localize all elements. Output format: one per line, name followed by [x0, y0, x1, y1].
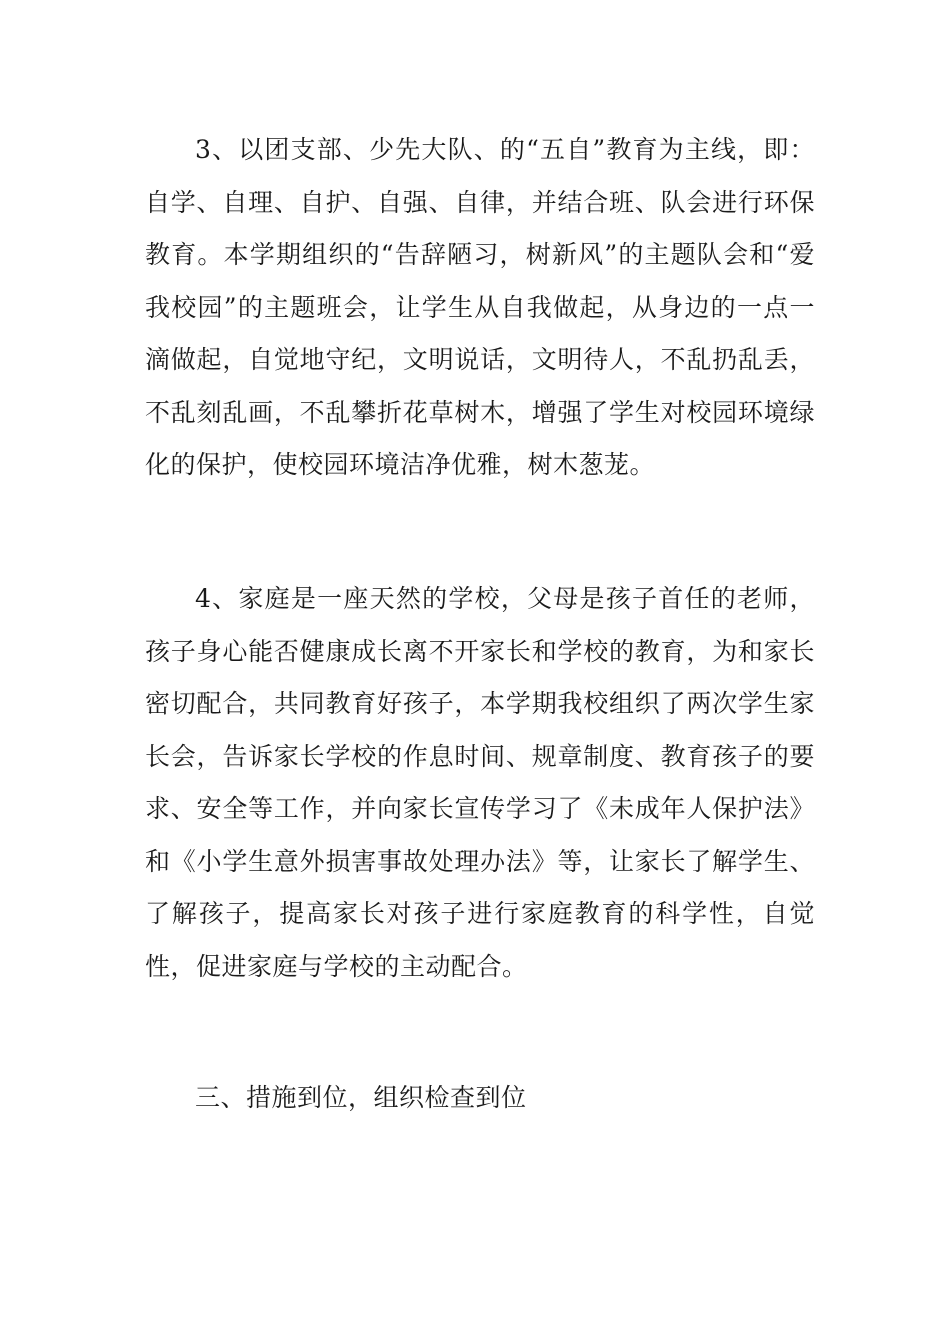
section-heading: 三、措施到位，组织检查到位: [195, 1083, 527, 1112]
paragraph-item-4: 4、家庭是一座天然的学校，父母是孩子首任的老师，孩子身心能否健康成长离不开家长和学校的教育，为和家长密切配合，共同教育好孩子，本学期我校组织了两次学生家长会，告诉家长学校的作息时间、规章制度、教育孩子的要求、安全等工作，并向家长宣传学习了《未成年人保护法》和《小学生意外损害事故处理办法》等，让家长了解学生、了解孩子，提高家长对孩子进行家庭教育的科学性，自觉性，促进家庭与学校的主动配合。: [145, 584, 815, 981]
paragraph-item-3: 3、以团支部、少先大队、的“五自”教育为主线，即：自学、自理、自护、自强、自律，并结合班、队会进行环保教育。本学期组织的“告辞陋习，树新风”的主题队会和“爱我校园”的主题班会，让学生从自我做起，从身边的一点一滴做起，自觉地守纪，文明说话，文明待人，不乱扔乱丢，不乱刻乱画，不乱攀折花草树木，增强了学生对校园环境绿化的保护，使校园环境洁净优雅，树木葱茏。: [145, 135, 815, 479]
